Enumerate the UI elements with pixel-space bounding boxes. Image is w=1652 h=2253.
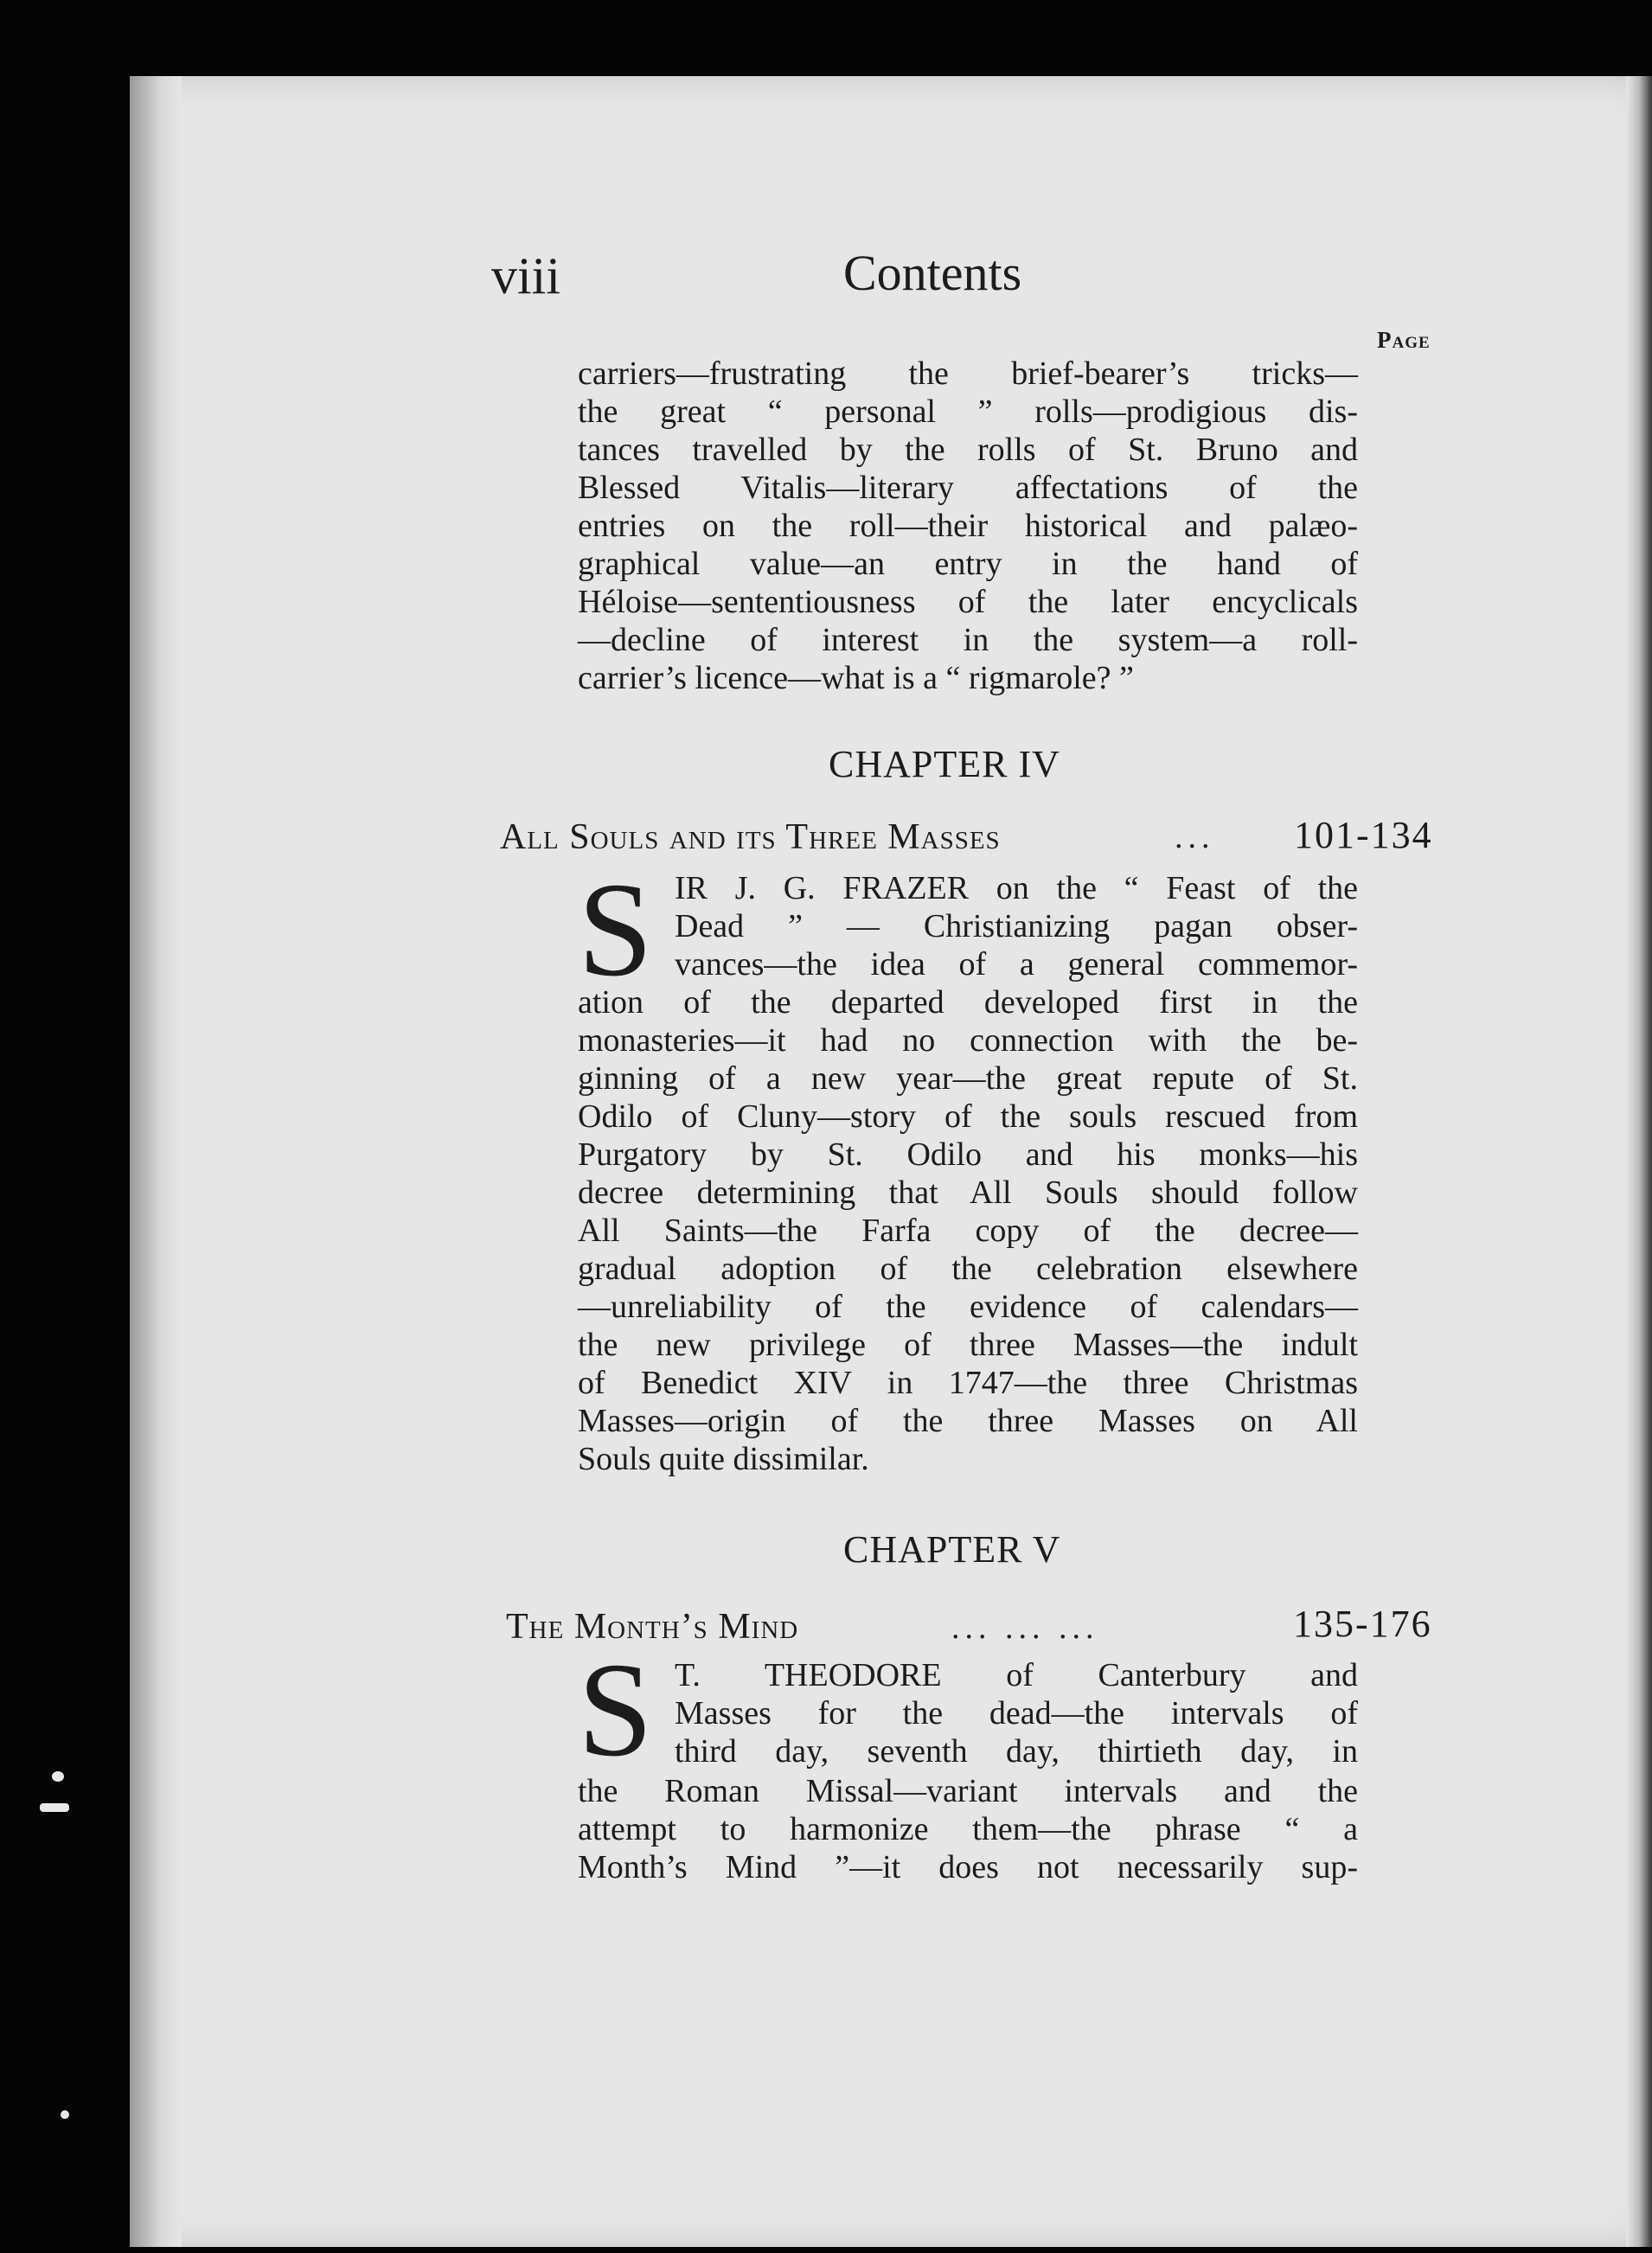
text-line: carriers—frustrating the brief-bearer’s tricks— — [578, 355, 1358, 392]
text-line: attempt to harmonize them—the phrase “ a — [578, 1811, 1358, 1847]
text-line: Blessed Vitalis—literary affectations of the — [578, 470, 1358, 506]
dot-leader: ... ... ... — [951, 1610, 1099, 1646]
text-line: carrier’s licence—what is a “ rigmarole? ” — [578, 660, 1134, 696]
chapter-title: The Month’s Mind — [506, 1607, 799, 1647]
margin-speck — [61, 2110, 69, 2119]
drop-cap-lines — [675, 1656, 1358, 1770]
text-line: ation of the departed developed first in the — [578, 984, 1358, 1021]
page-range: 135-176 — [1293, 1603, 1432, 1645]
page-right-edge — [1626, 76, 1652, 2247]
text-line: the new privilege of three Masses—the indult — [578, 1327, 1358, 1363]
margin-speck — [52, 1771, 64, 1782]
text-line: the great “ personal ” rolls—prodigious dis- — [578, 394, 1358, 430]
text-line: gradual adoption of the celebration elsewhere — [578, 1251, 1358, 1287]
drop-cap: S — [578, 1635, 653, 1784]
text-line: ginning of a new year—the great repute of St. — [578, 1060, 1358, 1097]
page-range: 101-134 — [1294, 814, 1433, 856]
chapter-summary — [578, 983, 1358, 1478]
text-line: tances travelled by the rolls of St. Bruno and — [578, 432, 1358, 468]
drop-cap-lines — [675, 869, 1358, 983]
text-line: monasteries—it had no connection with the be- — [578, 1022, 1358, 1059]
continuation-paragraph — [578, 355, 1358, 697]
text-line: Month’s Mind ”—it does not necessarily sup- — [578, 1849, 1358, 1885]
text-line: graphical value—an entry in the hand of — [578, 546, 1358, 582]
text-line: T. THEODORE of Canterbury and — [675, 1657, 1358, 1693]
margin-speck — [40, 1803, 69, 1812]
chapter-summary — [578, 1772, 1358, 1886]
chapter-heading: CHAPTER V — [843, 1528, 1061, 1571]
text-line: —unreliability of the evidence of calendars— — [578, 1289, 1358, 1325]
text-line: Héloise—sententiousness of the later encyclicals — [578, 584, 1358, 620]
text-line: of Benedict XIV in 1747—the three Christmas — [578, 1365, 1358, 1401]
text-line: All Saints—the Farfa copy of the decree— — [578, 1213, 1358, 1249]
text-line: decree determining that All Souls should follow — [578, 1175, 1358, 1211]
text-line: IR J. G. FRAZER on the “ Feast of the — [675, 870, 1358, 906]
text-line: Masses for the dead—the intervals of — [675, 1695, 1358, 1731]
text-line: entries on the roll—their historical and palæo- — [578, 508, 1358, 544]
chapter-heading: CHAPTER IV — [829, 743, 1060, 785]
page-folio: viii — [491, 247, 561, 304]
text-line: Dead ” — Christianizing pagan obser- — [675, 908, 1358, 944]
page-binding-edge — [130, 76, 182, 2247]
text-line: Souls quite dissimilar. — [578, 1441, 869, 1477]
drop-cap: S — [578, 854, 653, 1004]
chapter-title: All Souls and its Three Masses — [500, 817, 1001, 857]
text-line: Purgatory by St. Odilo and his monks—his — [578, 1136, 1358, 1173]
page-column-label: Page — [1377, 327, 1431, 353]
text-line: third day, seventh day, thirtieth day, in — [675, 1733, 1358, 1770]
text-line: the Roman Missal—variant intervals and the — [578, 1773, 1358, 1809]
text-line: vances—the idea of a general commemor- — [675, 946, 1358, 982]
text-line: —decline of interest in the system—a roll- — [578, 622, 1358, 658]
text-line: Odilo of Cluny—story of the souls rescued from — [578, 1098, 1358, 1135]
text-line: Masses—origin of the three Masses on All — [578, 1403, 1358, 1439]
dot-leader: ... — [1175, 819, 1215, 855]
running-title: Contents — [843, 245, 1022, 301]
